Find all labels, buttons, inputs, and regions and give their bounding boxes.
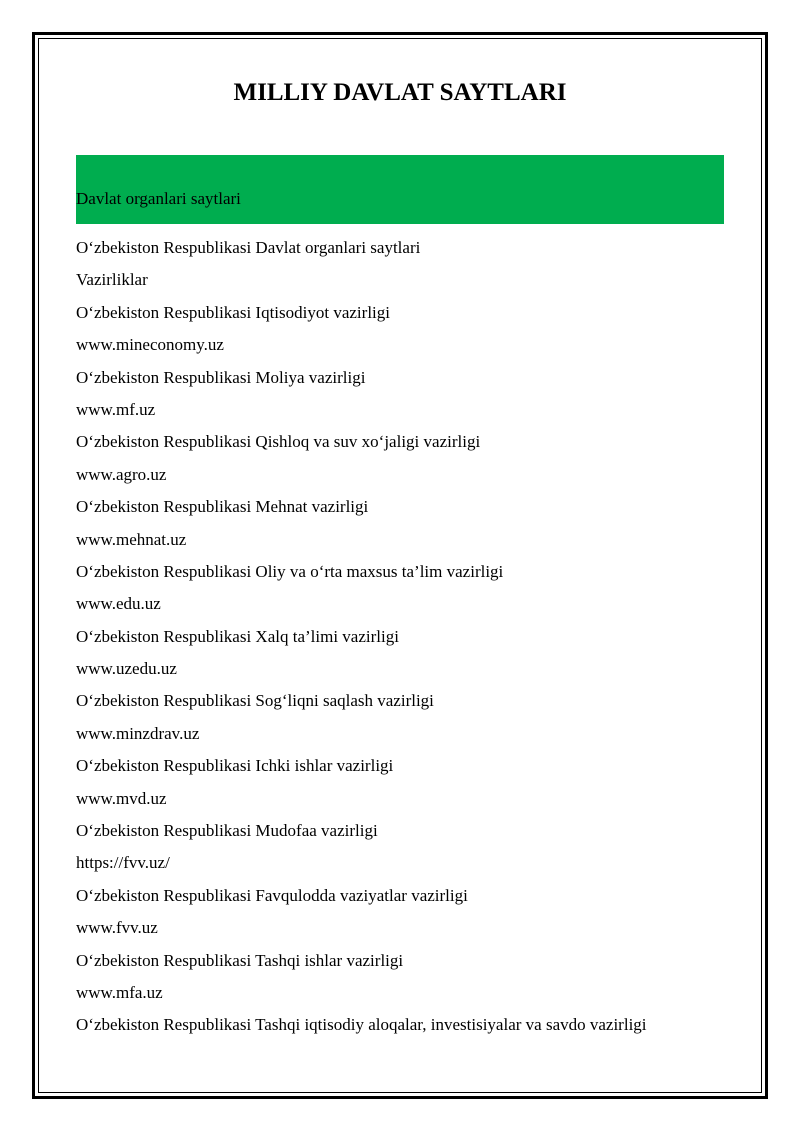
list-line: O‘zbekiston Respublikasi Sog‘liqni saqlash vazirligi	[76, 691, 434, 711]
section-banner	[76, 155, 724, 224]
list-line: www.mf.uz	[76, 399, 156, 419]
list-line: www.fvv.uz	[76, 918, 158, 938]
list-line: www.mehnat.uz	[76, 529, 187, 549]
list-line: O‘zbekiston Respublikasi Xalq ta’limi vazirligi	[76, 626, 399, 646]
ministry-list	[76, 236, 736, 1046]
list-line: O‘zbekiston Respublikasi Mehnat vazirligi	[76, 497, 369, 517]
list-line: O‘zbekiston Respublikasi Oliy va o‘rta maxsus ta’lim vazirligi	[76, 561, 504, 581]
page-title: MILLIY DAVLAT SAYTLARI	[233, 79, 567, 106]
list-line: www.mfa.uz	[76, 982, 163, 1002]
list-line: www.mineconomy.uz	[76, 335, 224, 355]
list-line: www.minzdrav.uz	[76, 723, 200, 743]
list-line: www.uzedu.uz	[76, 659, 177, 679]
list-line: www.edu.uz	[76, 594, 161, 614]
list-line: https://fvv.uz/	[76, 853, 170, 873]
list-line: www.mvd.uz	[76, 788, 167, 808]
list-line: O‘zbekiston Respublikasi Tashqi iqtisodiy aloqalar, investisiyalar va savdo vazirligi	[76, 1015, 647, 1035]
list-line: O‘zbekiston Respublikasi Davlat organlari saytlari	[76, 238, 421, 257]
list-line: O‘zbekiston Respublikasi Favqulodda vaziyatlar vazirligi	[76, 885, 468, 905]
list-line: O‘zbekiston Respublikasi Moliya vazirligi	[76, 367, 366, 387]
list-line: www.agro.uz	[76, 464, 167, 484]
list-line: O‘zbekiston Respublikasi Ichki ishlar vazirligi	[76, 756, 394, 776]
list-line: Vazirliklar	[76, 270, 148, 290]
list-line: O‘zbekiston Respublikasi Tashqi ishlar vazirligi	[76, 950, 404, 970]
list-line: O‘zbekiston Respublikasi Mudofaa vazirligi	[76, 821, 378, 841]
list-line: O‘zbekiston Respublikasi Iqtisodiyot vazirligi	[76, 302, 390, 322]
list-line: O‘zbekiston Respublikasi Qishloq va suv xo‘jaligi vazirligi	[76, 432, 481, 452]
section-banner-label: Davlat organlari saytlari	[76, 189, 241, 208]
